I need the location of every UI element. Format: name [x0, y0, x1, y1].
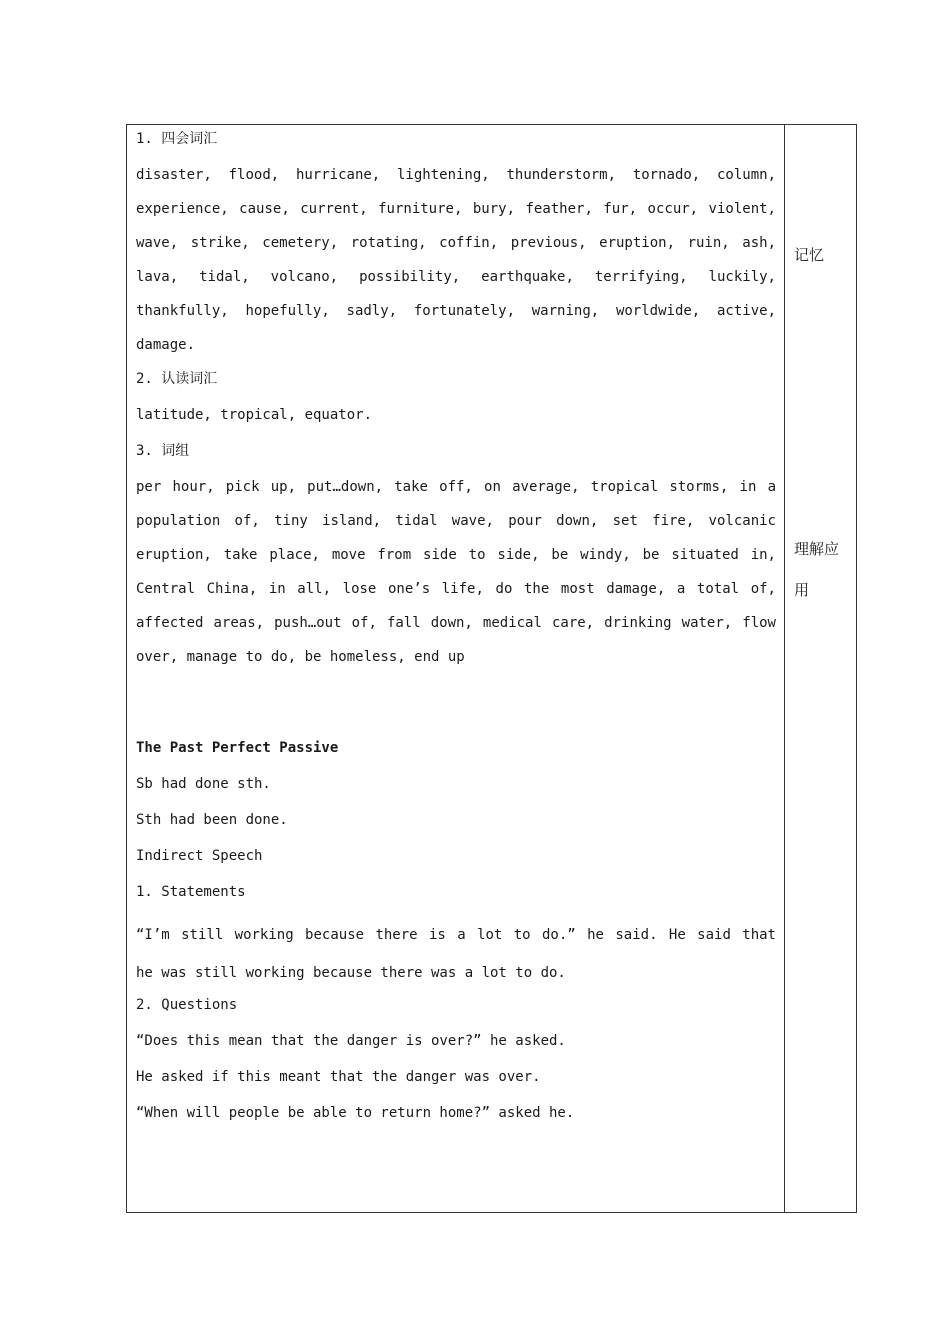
- content-cell: [136, 126, 776, 1136]
- grammar-title: The Past Perfect Passive: [136, 740, 339, 756]
- word-line: lava, tidal, volcano, possibility, earthquake, terrifying, luckily,: [136, 269, 776, 285]
- phrase-line: eruption, take place, move from side to side, be windy, be situated in,: [136, 547, 776, 563]
- example-line: “Does this mean that the danger is over?” he asked.: [136, 1033, 566, 1049]
- example-line: he was still working because there was a lot to do.: [136, 965, 566, 981]
- phrase-line: over, manage to do, be homeless, end up: [136, 649, 465, 665]
- example-line: He asked if this meant that the danger was over.: [136, 1069, 541, 1085]
- word-line: damage.: [136, 337, 196, 353]
- grammar-line: Sth had been done.: [136, 812, 288, 828]
- word-line: experience, cause, current, furniture, bury, feather, fur, occur, violent,: [136, 201, 776, 217]
- vocab-heading-3: 3. 词组: [136, 443, 190, 459]
- side-label-memory: 记忆: [794, 246, 825, 264]
- vocab-heading-2: 2. 认读词汇: [136, 371, 218, 387]
- phrase-line: affected areas, push…out of, fall down, medical care, drinking water, flow: [136, 615, 776, 631]
- word-line: wave, strike, cemetery, rotating, coffin, previous, eruption, ruin, ash,: [136, 235, 776, 251]
- word-line: disaster, flood, hurricane, lightening, thunderstorm, tornado, column,: [136, 167, 776, 183]
- column-divider: [784, 124, 785, 1213]
- phrase-line: per hour, pick up, put…down, take off, on average, tropical storms, in a: [136, 479, 776, 495]
- word-line: thankfully, hopefully, sadly, fortunately, warning, worldwide, active,: [136, 303, 776, 319]
- grammar-line: 1. Statements: [136, 884, 246, 900]
- side-label-apply: 理解应: [794, 540, 840, 558]
- example-line: “I’m still working because there is a lot to do.” he said. He said that: [136, 927, 776, 943]
- side-label-apply-cont: 用: [794, 581, 810, 599]
- recognition-words: latitude, tropical, equator.: [136, 407, 373, 423]
- grammar-line: 2. Questions: [136, 997, 238, 1013]
- vocab-heading-1: 1. 四会词汇: [136, 131, 218, 147]
- grammar-subtitle: Indirect Speech: [136, 848, 263, 864]
- example-line: “When will people be able to return home?” asked he.: [136, 1105, 575, 1121]
- phrase-line: Central China, in all, lose one’s life, do the most damage, a total of,: [136, 581, 776, 597]
- grammar-line: Sb had done sth.: [136, 776, 271, 792]
- phrase-line: population of, tiny island, tidal wave, pour down, set fire, volcanic: [136, 513, 776, 529]
